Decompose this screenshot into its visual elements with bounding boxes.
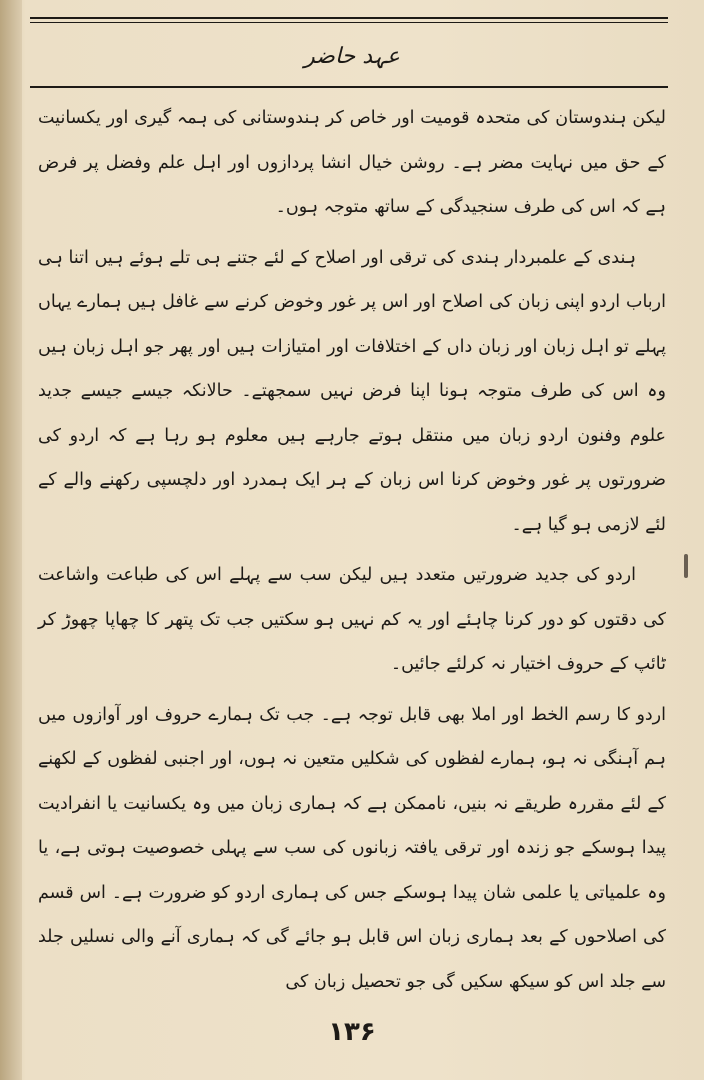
margin-mark [684, 554, 688, 578]
paragraph-3: اردو کی جدید ضرورتیں متعدد ہیں لیکن سب سے پہلے اس کی طباعت واشاعت کی دقتوں کو دور کرنا چاہئے اور یہ کم نہیں ہو سکتیں جب تک پتھر کا چھاپا چھوڑ کر ٹائپ کے حروف اختیار نہ کرلئے جائیں۔ [38, 565, 666, 674]
body-text [38, 96, 666, 1004]
running-header: عہد حاضر [304, 44, 400, 69]
page-gutter [0, 0, 22, 1080]
top-rule-thin [30, 22, 668, 23]
paragraph-2: ہندی کے علمبردار ہندی کی ترقی اور اصلاح کے لئے جتنے ہی تلے ہوئے ہیں اتنا ہی ارباب اردو اپنی زبان کی اصلاح اور اس پر غور وخوض کرنے سے غافل ہیں ہمارے یہاں پہلے تو اہل زبان اور زبان داں کے اختلافات اور امتیازات ہیں اور پھر جو اہل زبان ہیں وہ اس کی طرف متوجہ ہونا اپنا فرض نہیں سمجھتے۔ حالانکہ جیسے جیسے جدید علوم وفنون اردو زبان میں منتقل ہوتے جارہے ہیں معلوم ہو رہا ہے کہ اردو کی ضرورتوں پر غور وخوض کرنا اس زبان کے ہر ایک ہمدرد اور دلچسپی رکھنے والے کے لئے لازمی ہو گیا ہے۔ [38, 247, 666, 535]
top-rule [30, 17, 668, 19]
paragraph-4: اردو کا رسم الخط اور املا بھی قابل توجہ ہے۔ جب تک ہمارے حروف اور آوازوں میں ہم آہنگی نہ ہو، ہمارے لفظوں کی شکلیں متعین نہ ہوں، اور اجنبی لفظوں کے لکھنے کے لئے مقررہ طریقے نہ بنیں، ناممکن ہے کہ ہماری زبان میں وہ یکسانیت یا انفرادیت پیدا ہوسکے جو زندہ اور ترقی یافتہ زبانوں کی سب سے پہلی خصوصیت ہوتی ہے، یا وہ علمیاتی یا علمی شان پیدا ہوسکے جس کی ہماری اردو کو ضرورت ہے۔ اس قسم کی اصلاحوں کے بعد ہماری زبان اس قابل ہو جائے گی کہ ہماری آنے والی نسلیں جلد سے جلد اس کو سیکھ سکیں گی جو تحصیل زبان کی [38, 704, 666, 992]
header-rule [30, 86, 668, 88]
paragraph-1: لیکن ہندوستان کی متحدہ قومیت اور خاص کر ہندوستانی کی ہمہ گیری اور یکسانیت کے حق میں نہایت مضر ہے۔ روشن خیال انشا پردازوں اور اہل علم وفضل پر فرض ہے کہ اس کی طرف سنجیدگی کے ساتھ متوجہ ہوں۔ [38, 108, 666, 217]
page-number: ۱۳۶ [328, 1017, 376, 1047]
